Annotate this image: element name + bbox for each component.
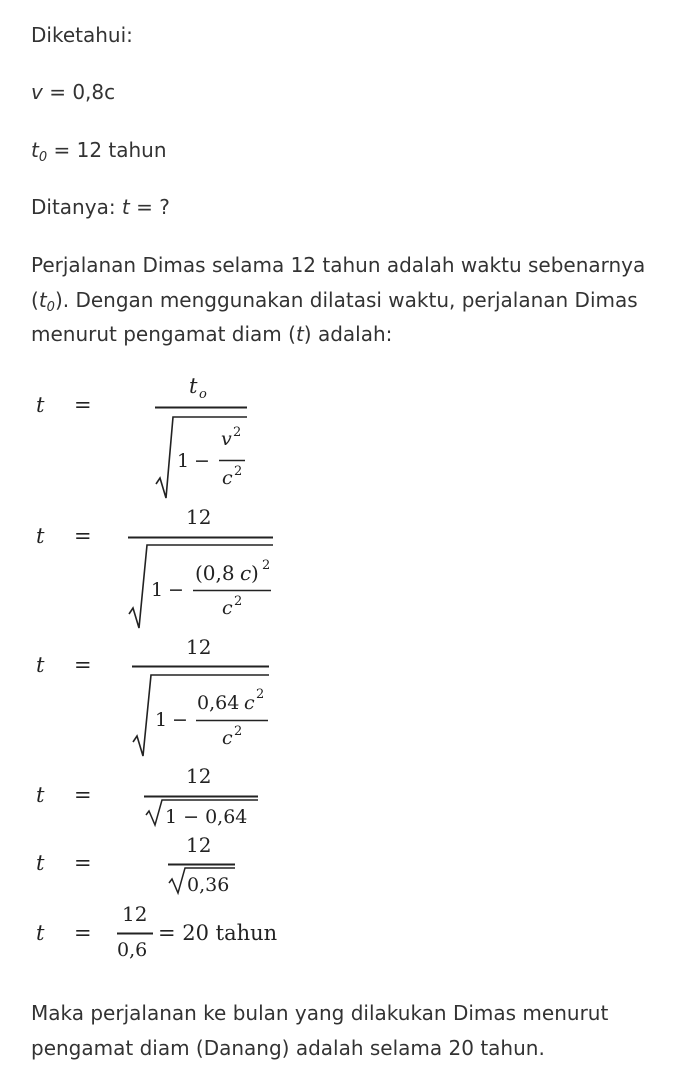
minus: − <box>194 450 210 472</box>
minus: − <box>172 709 188 731</box>
squared: 2 <box>256 687 265 702</box>
c-squared: 2 <box>234 464 243 479</box>
equation-step-6 <box>36 902 277 961</box>
c: c <box>240 561 252 585</box>
inner-value: (0,8 <box>195 561 235 585</box>
velocity-var: v <box>31 80 43 104</box>
explanation-part2: ). Dengan menggunakan dilatasi waktu, perjalanan Dimas menurut pengamat diam ( <box>31 287 638 346</box>
denominator: 0,36 <box>187 874 230 896</box>
explanation-part3: ) adalah: <box>303 322 393 346</box>
c: c <box>222 467 233 489</box>
c-squared: 2 <box>234 594 243 609</box>
asked-label: Ditanya: <box>31 195 122 219</box>
c: c <box>222 597 233 619</box>
proper-time-var: t <box>31 138 39 162</box>
equals-sign: = <box>74 851 92 875</box>
close-paren: ) <box>251 561 259 585</box>
equation-step-1 <box>36 374 247 498</box>
equation-step-2 <box>36 505 273 628</box>
explanation-paragraph <box>31 248 656 352</box>
one: 1 <box>177 450 190 472</box>
numerator-t: t <box>189 374 198 398</box>
one: 1 <box>155 709 168 731</box>
sqrt-sign <box>133 675 269 756</box>
lhs-t: t <box>36 393 45 417</box>
lhs-t: t <box>36 921 45 945</box>
numerator: 12 <box>122 902 148 926</box>
c: c <box>244 692 255 714</box>
lhs-t: t <box>36 653 45 677</box>
explanation-t0-sub: 0 <box>46 299 55 315</box>
velocity-value: = 0,8c <box>42 80 116 104</box>
given-heading: Diketahui: <box>31 23 133 47</box>
result: = 20 tahun <box>158 921 278 945</box>
equals-sign: = <box>74 921 92 945</box>
asked-var: t <box>121 195 130 219</box>
numerator: 12 <box>186 833 212 857</box>
lhs-t: t <box>36 851 45 875</box>
equation-block <box>0 360 686 970</box>
lhs-t: t <box>36 783 45 807</box>
numerator: 12 <box>186 635 212 659</box>
lhs-t: t <box>36 524 45 548</box>
denominator: 0,6 <box>117 939 148 961</box>
numerator-sub: o <box>199 387 207 402</box>
numerator: 12 <box>186 505 212 529</box>
one: 1 <box>151 579 164 601</box>
c: c <box>222 727 233 749</box>
denominator: 1 − 0,64 <box>165 806 248 828</box>
proper-time-subscript: 0 <box>38 150 48 165</box>
inner-value: 0,64 <box>197 692 240 714</box>
asked-line <box>31 190 170 225</box>
proper-time-value: = 12 tahun <box>47 138 167 162</box>
squared: 2 <box>262 558 271 573</box>
asked-rest: = ? <box>129 195 170 219</box>
given-velocity <box>31 75 115 110</box>
v: v <box>221 428 232 450</box>
explanation-t0-var: t <box>38 287 47 312</box>
minus: − <box>168 579 184 601</box>
equation-step-3 <box>36 635 269 756</box>
given-proper-time <box>31 133 167 168</box>
conclusion-paragraph: Maka perjalanan ke bulan yang dilakukan Dimas menurut pengamat diam (Danang) adalah selama 20 tahun. <box>31 1001 609 1060</box>
equals-sign: = <box>74 524 92 548</box>
equation-step-5 <box>36 833 235 896</box>
equals-sign: = <box>74 653 92 677</box>
v-squared: 2 <box>233 425 242 440</box>
explanation-t-var: t <box>295 322 304 346</box>
equals-sign: = <box>74 783 92 807</box>
explanation-part1: Perjalanan Dimas selama 12 tahun adalah waktu sebenarnya ( <box>31 253 646 312</box>
numerator: 12 <box>186 764 212 788</box>
c-squared: 2 <box>234 724 243 739</box>
equation-step-4 <box>36 764 258 828</box>
equals-sign: = <box>74 393 92 417</box>
